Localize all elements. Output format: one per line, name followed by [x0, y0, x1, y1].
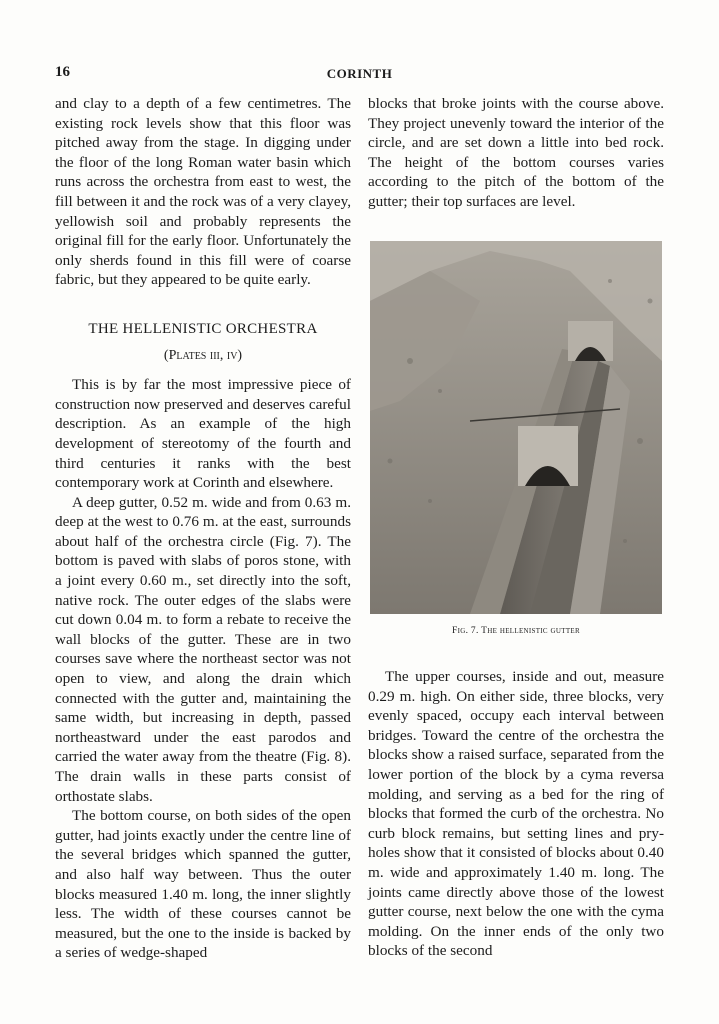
running-title: CORINTH [326, 66, 393, 81]
left-paragraph-4: The bottom course, on both sides of the open gutter, had joints exactly under the centre line of the several bridges which spanned the gutter, and also half way between. Thus the outer blocks measured 1.40 m. long, the inner slightly less. The width of these courses cannot be measured, but the one to the inside is backed by a series of wedge-shaped [55, 807, 351, 962]
figure-caption: Fig. 7. The hellenistic gutter [452, 626, 580, 636]
left-column [55, 94, 351, 963]
right-column-upper [368, 94, 664, 212]
section-heading: THE HELLENISTIC ORCHESTRA [88, 320, 318, 337]
left-paragraph-2: This is by far the most impressive piece of construction now preserved and deserves careful description. As an example of the high development of stereotomy of the fourth and third centuries it ranks with the best contemporary work at Corinth and elsewhere. [55, 376, 351, 492]
right-column-lower [368, 667, 664, 961]
figure-photograph-gutter [370, 241, 662, 614]
right-paragraph-1: blocks that broke joints with the course above. They project unevenly toward the interior of the circle, and are set down a little into bed rock. The height of the bottom courses varies according to the pitch of the bottom of the gutter; their top surfaces are level. [368, 95, 664, 210]
right-paragraph-2: The upper courses, inside and out, measure 0.29 m. high. On either side, three blocks, very evenly spaced, occupy each interval between bridges. Toward the centre of the orchestra the blocks show a raised surface, separated from the lower portion of the block by a cyma reversa molding, and serving as a bed for the ring of blocks that formed the curb of the orchestra. No curb block remains, but setting lines and pry-holes show that it consisted of blocks about 0.40 m. wide and approximately 1.40 m. long. The joints came directly above those of the lowest gutter course, next below the one with the cyma molding. On the inner ends of the only two blocks of the second [368, 668, 664, 960]
page-number: 16 [55, 64, 70, 80]
left-paragraph-1: and clay to a depth of a few centimetres. The existing rock levels show that this floor was pitched away from the stage. In digging under the floor of the long Roman water basin which runs across the orchestra from east to west, the fill between it and the rock was of a very clayey, yellowish soil and probably represents the original fill for the early floor. Unfortunately the only sherds found in this fill were of coarse fabric, but they appeared to be quite early. [55, 95, 351, 289]
gutter-photo-illustration [370, 241, 662, 614]
left-paragraph-3: A deep gutter, 0.52 m. wide and from 0.63 m. deep at the west to 0.76 m. at the east, surrounds about half of the orchestra circle (Fig. 7). The bottom is paved with slabs of poros stone, with a joint every 0.60 m., set directly into the soft, native rock. The outer edges of the slabs were cut down 0.04 m. to form a rebate to receive the wall blocks of the gutter. These are in two courses save where the northeast sector was not open to view, and along the drain which connected with the gutter and, maintaining the same width, but increasing in depth, passed northeastward under the east parodos and carried the water away from the theatre (Fig. 8). The drain walls in these parts consist of orthostate slabs. [55, 493, 351, 805]
plates-reference: (Plates iii, iv) [163, 347, 243, 363]
